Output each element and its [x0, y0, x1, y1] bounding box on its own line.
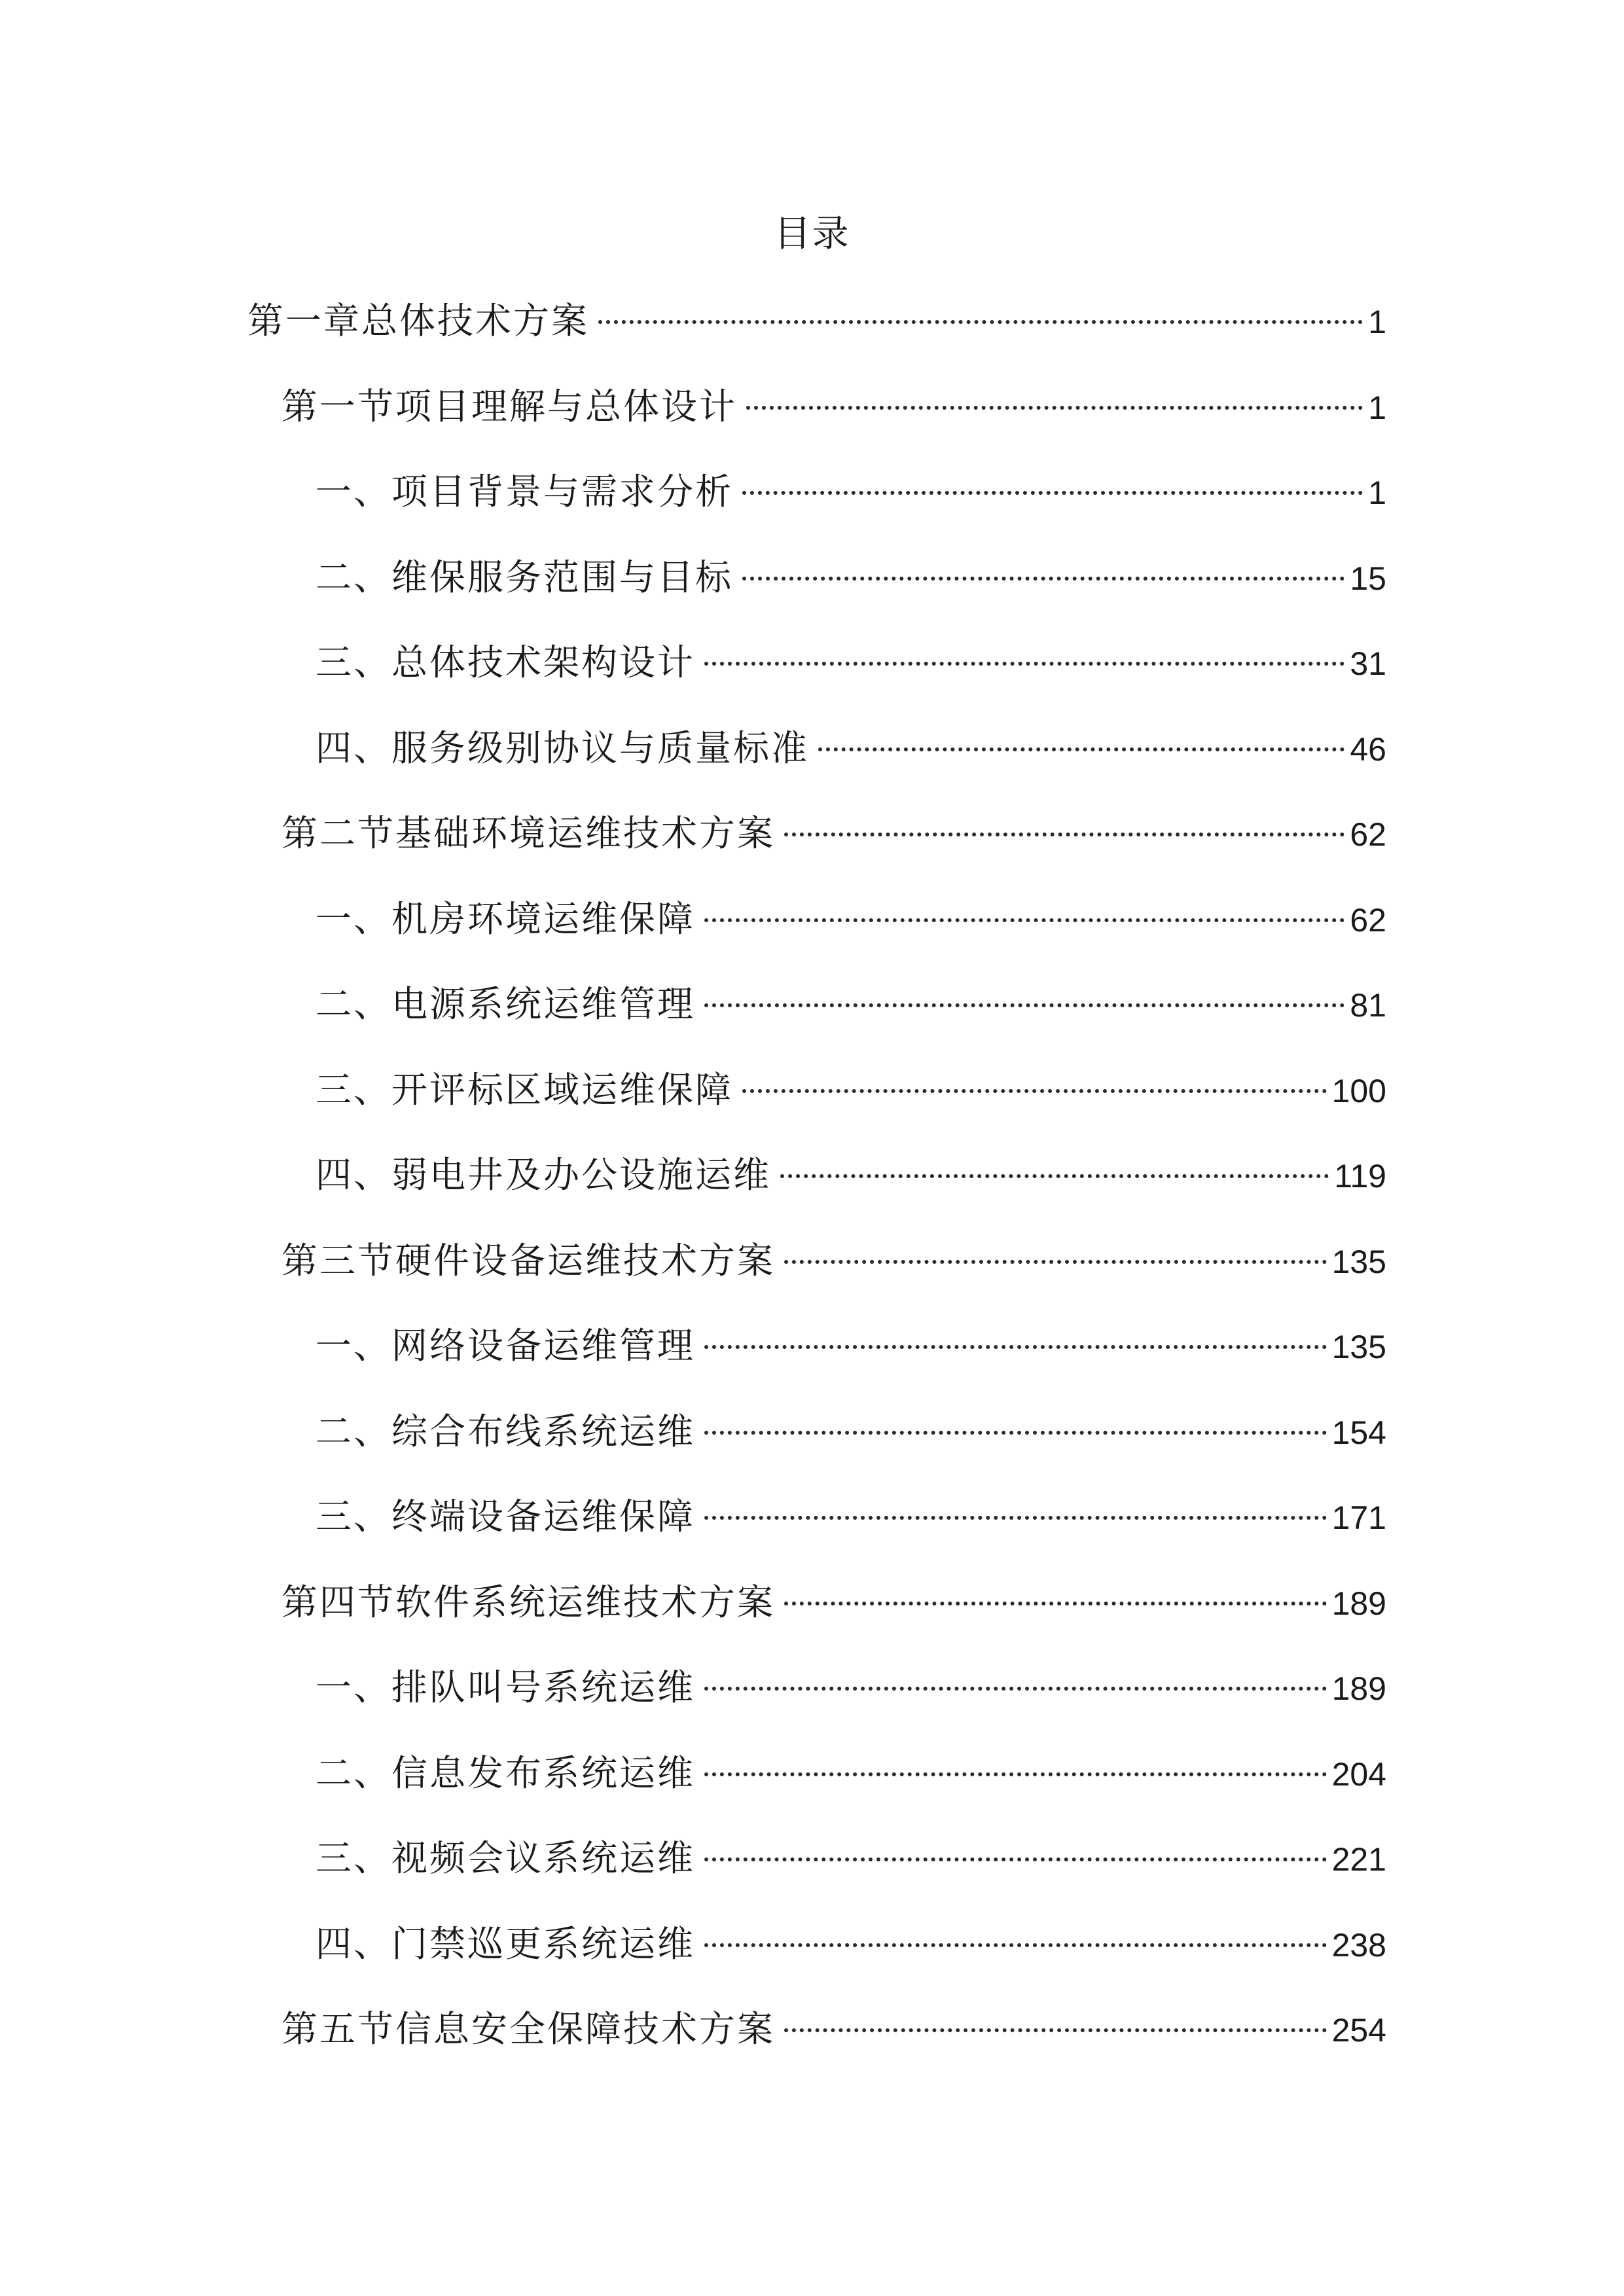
- toc-page-number: 204: [1331, 1755, 1386, 1793]
- toc-entry[interactable]: [316, 1832, 1386, 1884]
- toc-page-number: 1: [1368, 475, 1386, 511]
- dot-leader: [704, 1431, 1327, 1435]
- toc-entry-title: 二、维保服务范围与目标: [316, 556, 734, 598]
- toc-page-number: 62: [1350, 901, 1386, 939]
- toc-entry[interactable]: [316, 978, 1386, 1030]
- toc-entry-title: 一、项目背景与需求分析: [316, 471, 734, 512]
- dot-leader: [704, 918, 1344, 922]
- toc-entry[interactable]: [316, 1064, 1386, 1116]
- toc-entry[interactable]: [281, 380, 1386, 433]
- toc-entry-title: 第五节信息安全保障技术方案: [281, 2008, 776, 2050]
- toc-page-number: 238: [1331, 1926, 1386, 1964]
- dot-leader: [704, 1687, 1327, 1691]
- toc-page-number: 154: [1331, 1414, 1386, 1451]
- toc-entry-title: 第四节软件系统运维技术方案: [281, 1581, 776, 1623]
- toc-page-number: 171: [1331, 1499, 1386, 1536]
- dot-leader: [704, 1857, 1327, 1861]
- toc-entry[interactable]: [316, 1747, 1386, 1799]
- toc-entry-title: 一、网络设备运维管理: [316, 1325, 696, 1367]
- toc-entry-title: 三、视频会议系统运维: [316, 1837, 696, 1879]
- toc-entry-title: 一、机房环境运维保障: [316, 897, 696, 940]
- toc-page-number: 1: [1368, 389, 1386, 426]
- toc-entry-title: 四、弱电井及办公设施运维: [316, 1154, 772, 1196]
- dot-leader: [704, 1003, 1344, 1007]
- toc-entry-title: 二、综合布线系统运维: [316, 1410, 696, 1452]
- dot-leader: [784, 2028, 1327, 2032]
- dot-leader: [742, 1089, 1327, 1093]
- dot-leader: [704, 1772, 1327, 1776]
- toc-page-number: 62: [1350, 816, 1386, 853]
- toc-entry-title: 四、门禁巡更系统运维: [316, 1922, 696, 1965]
- toc-entry[interactable]: [281, 2003, 1386, 2055]
- dot-leader: [784, 1260, 1327, 1264]
- toc-entry[interactable]: [281, 1576, 1386, 1628]
- toc-entry-title: 四、服务级别协议与质量标准: [316, 726, 810, 769]
- toc-entry-title: 三、终端设备运维保障: [316, 1496, 696, 1537]
- dot-leader: [704, 1516, 1327, 1520]
- toc-entry-title: 第三节硬件设备运维技术方案: [281, 1239, 776, 1282]
- dot-leader: [784, 833, 1344, 836]
- toc-entry[interactable]: [316, 1319, 1386, 1372]
- toc-entry[interactable]: [247, 295, 1386, 347]
- toc-entry-title: 第一节项目理解与总体设计: [281, 385, 738, 427]
- dot-leader: [704, 662, 1344, 666]
- toc-entry-title: 三、总体技术架构设计: [316, 641, 696, 683]
- toc-entry[interactable]: [316, 1661, 1386, 1713]
- toc-entry[interactable]: [316, 636, 1386, 689]
- dot-leader: [742, 577, 1344, 581]
- toc-entry-title: 第二节基础环境运维技术方案: [281, 812, 776, 854]
- toc-entry[interactable]: [316, 893, 1386, 945]
- dot-leader: [784, 1602, 1327, 1605]
- toc-page-number: 189: [1331, 1585, 1386, 1622]
- dot-leader: [818, 747, 1344, 751]
- toc-page-number: 1: [1368, 304, 1386, 340]
- toc-entry-title: 二、信息发布系统运维: [316, 1751, 696, 1794]
- toc-entry-title: 二、电源系统运维管理: [316, 983, 696, 1025]
- toc-page-number: 221: [1331, 1841, 1386, 1878]
- toc-page-number: 100: [1331, 1072, 1386, 1109]
- toc-entry[interactable]: [316, 1405, 1386, 1458]
- toc-title: 目录: [774, 213, 850, 255]
- toc-page-number: 15: [1350, 560, 1386, 597]
- dot-leader: [780, 1174, 1329, 1178]
- dot-leader: [704, 1943, 1327, 1947]
- dot-leader: [746, 406, 1363, 410]
- toc-entry[interactable]: [316, 1490, 1386, 1543]
- toc-entry[interactable]: [316, 465, 1386, 518]
- toc-page-number: 189: [1331, 1670, 1386, 1707]
- toc-entry-title: 三、开评标区域运维保障: [316, 1068, 734, 1111]
- toc-page-number: 135: [1331, 1329, 1386, 1365]
- toc-entry[interactable]: [281, 807, 1386, 859]
- toc-page-number: 254: [1331, 2012, 1386, 2049]
- toc-page-number: 135: [1331, 1243, 1386, 1280]
- toc-entry[interactable]: [281, 1234, 1386, 1287]
- toc-page-number: 81: [1350, 987, 1386, 1024]
- toc-entry-title: 第一章总体技术方案: [247, 300, 590, 342]
- toc-entry[interactable]: [316, 1149, 1386, 1201]
- toc-page-number: 46: [1350, 730, 1386, 768]
- toc-entry[interactable]: [316, 722, 1386, 774]
- dot-leader: [742, 491, 1363, 495]
- toc-entry[interactable]: [316, 1918, 1386, 1970]
- toc-page-number: 119: [1334, 1158, 1386, 1194]
- toc-entry-title: 一、排队叫号系统运维: [316, 1666, 696, 1708]
- toc-page-number: 31: [1350, 645, 1386, 682]
- dot-leader: [598, 320, 1363, 324]
- toc-entry[interactable]: [316, 551, 1386, 603]
- dot-leader: [704, 1345, 1327, 1349]
